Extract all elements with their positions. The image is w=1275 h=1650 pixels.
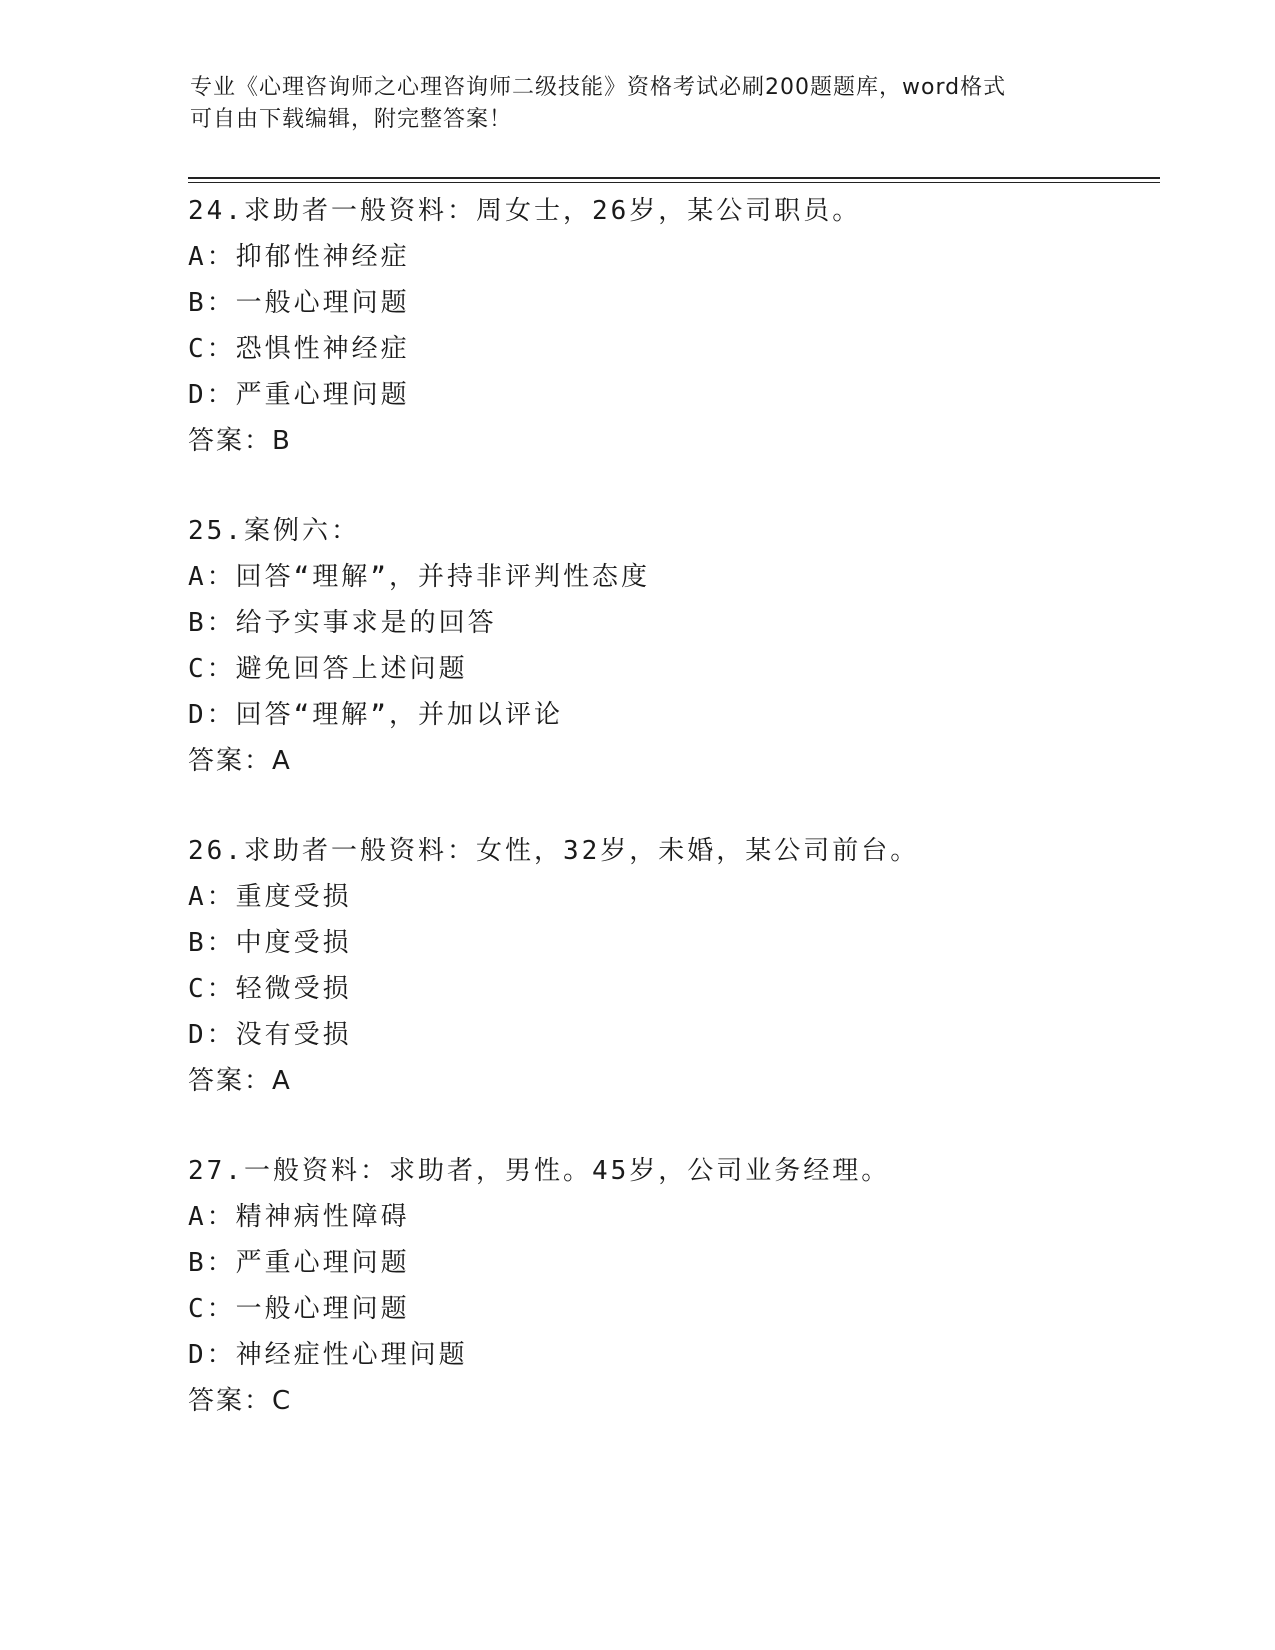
answer-label: 答案：A bbox=[188, 746, 292, 776]
option-b: B：一般心理问题 bbox=[188, 288, 410, 318]
answer-label: 答案：C bbox=[188, 1386, 293, 1416]
answer-label: 答案：A bbox=[188, 1066, 292, 1096]
option-a: A：重度受损 bbox=[188, 882, 352, 912]
option-d: D：回答“理解”，并加以评论 bbox=[188, 700, 563, 730]
question-stem: 24.求助者一般资料：周女士，26岁，某公司职员。 bbox=[188, 196, 862, 226]
option-a: A：精神病性障碍 bbox=[188, 1202, 410, 1232]
option-a: A：回答“理解”，并持非评判性态度 bbox=[188, 562, 650, 592]
question-27 bbox=[188, 1148, 1168, 1468]
option-b: B：给予实事求是的回答 bbox=[188, 608, 497, 638]
document-header bbox=[190, 72, 1090, 136]
header-divider-thick bbox=[188, 177, 1160, 179]
question-stem: 25.案例六： bbox=[188, 516, 360, 546]
header-line-1: 专业《心理咨询师之心理咨询师二级技能》资格考试必刷200题题库，word格式 bbox=[190, 75, 1007, 100]
option-c: C：恐惧性神经症 bbox=[188, 334, 410, 364]
option-b: B：中度受损 bbox=[188, 928, 352, 958]
option-b: B：严重心理问题 bbox=[188, 1248, 410, 1278]
option-a: A：抑郁性神经症 bbox=[188, 242, 410, 272]
header-line-2: 可自由下载编辑，附完整答案！ bbox=[190, 107, 513, 132]
question-stem: 27.一般资料：求助者，男性。45岁，公司业务经理。 bbox=[188, 1156, 891, 1186]
question-26 bbox=[188, 828, 1168, 1148]
header-divider-thin bbox=[188, 182, 1160, 183]
question-list bbox=[188, 188, 1168, 1468]
question-stem: 26.求助者一般资料：女性，32岁，未婚，某公司前台。 bbox=[188, 836, 920, 866]
option-c: C：一般心理问题 bbox=[188, 1294, 410, 1324]
option-d: D：神经症性心理问题 bbox=[188, 1340, 468, 1370]
question-25 bbox=[188, 508, 1168, 828]
answer-label: 答案：B bbox=[188, 426, 292, 456]
option-c: C：避免回答上述问题 bbox=[188, 654, 468, 684]
option-c: C：轻微受损 bbox=[188, 974, 352, 1004]
option-d: D：严重心理问题 bbox=[188, 380, 410, 410]
question-24 bbox=[188, 188, 1168, 508]
option-d: D：没有受损 bbox=[188, 1020, 352, 1050]
